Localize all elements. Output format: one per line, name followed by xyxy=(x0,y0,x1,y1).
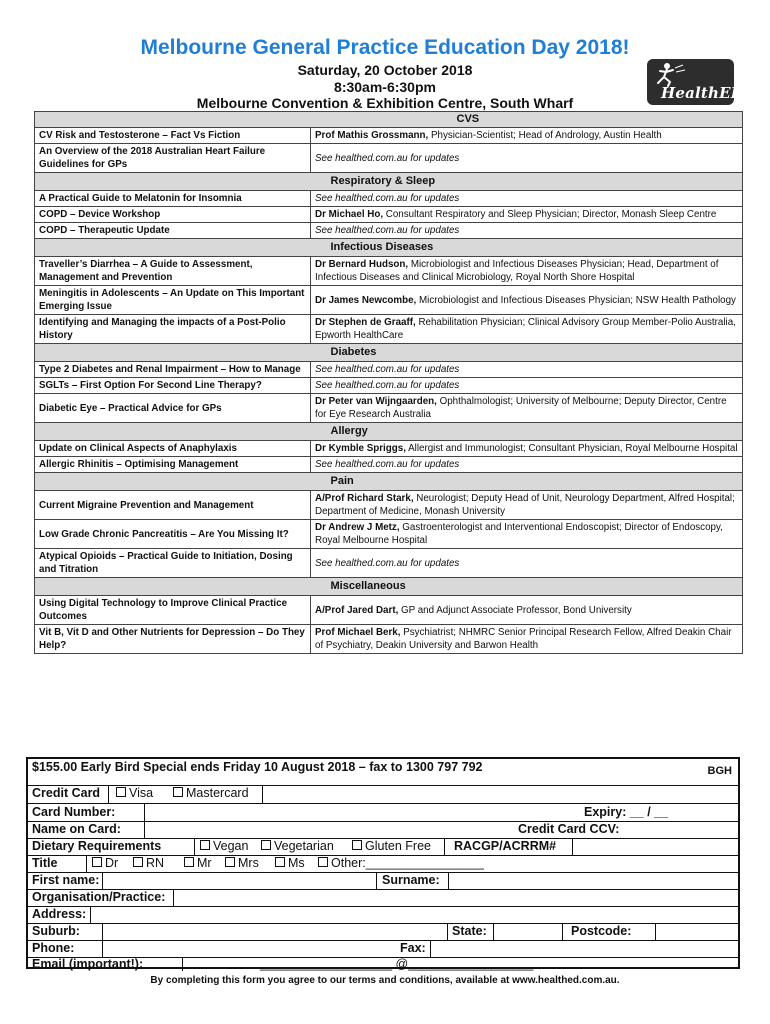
session-row xyxy=(35,378,743,394)
rn-checkbox[interactable] xyxy=(133,857,143,867)
session-row xyxy=(35,596,743,625)
speaker-detail: Physician-Scientist; Head of Andrology, Austin Health xyxy=(428,130,662,141)
healthed-logo xyxy=(647,59,745,105)
section-header-spacer xyxy=(35,473,311,491)
speaker-detail: Neurologist; Deputy Head of Unit, Neurology Department, Alfred Hospital; Department of Medicine, Monash University xyxy=(315,493,735,517)
session-topic: A Practical Guide to Melatonin for Insomnia xyxy=(35,191,311,207)
vegetarian-option[interactable]: Vegetarian xyxy=(257,838,334,855)
event-date: Saturday, 20 October 2018 xyxy=(297,62,473,78)
email-blank[interactable]: ___________________ @__________________ xyxy=(260,957,534,971)
speaker-detail: GP and Adjunct Associate Professor, Bond University xyxy=(398,604,632,616)
speaker-name: Dr Andrew J Metz, xyxy=(315,522,400,533)
speaker-name: Dr Peter van Wijngaarden, xyxy=(315,396,437,407)
mastercard-option[interactable]: Mastercard xyxy=(169,785,249,802)
section-header-spacer xyxy=(35,344,311,362)
session-topic: Diabetic Eye – Practical Advice for GPs xyxy=(35,394,311,423)
address-label: Address: xyxy=(32,907,87,921)
session-row xyxy=(35,394,743,423)
name-on-card-label: Name on Card: xyxy=(32,822,121,836)
session-speaker xyxy=(311,457,743,473)
update-note: See healthed.com.au for updates xyxy=(315,380,460,391)
session-speaker xyxy=(311,378,743,394)
speaker-name: Dr Michael Ho, xyxy=(315,209,384,220)
section-header-spacer xyxy=(35,173,311,191)
session-topic: Type 2 Diabetes and Renal Impairment – How to Manage xyxy=(35,362,311,378)
speaker-name: Dr Stephen de Graaff, xyxy=(315,317,416,328)
logo-wordmark: HealthED xyxy=(661,84,745,102)
organisation-label: Organisation/Practice: xyxy=(32,890,166,904)
session-topic: COPD – Therapeutic Update xyxy=(35,223,311,239)
update-note: See healthed.com.au for updates xyxy=(315,459,460,470)
update-note: See healthed.com.au for updates xyxy=(315,364,460,375)
terms-footer: By completing this form you agree to our terms and conditions, available at www.healthed.com.au. xyxy=(150,975,620,986)
session-row xyxy=(35,491,743,520)
session-row xyxy=(35,441,743,457)
session-row xyxy=(35,223,743,239)
section-header: Allergy xyxy=(311,423,743,441)
session-speaker xyxy=(311,549,743,578)
runner-icon xyxy=(653,62,693,86)
speaker-detail: Microbiologist and Infectious Diseases Physician; NSW Health Pathology xyxy=(416,294,736,306)
gluten-free-checkbox[interactable] xyxy=(352,840,362,850)
early-bird-offer: $155.00 Early Bird Special ends Friday 10 August 2018 – fax to 1300 797 792 xyxy=(32,760,483,774)
section-header-spacer xyxy=(35,423,311,441)
fax-label: Fax: xyxy=(400,941,426,955)
session-speaker xyxy=(311,362,743,378)
session-row xyxy=(35,128,743,144)
other-checkbox[interactable] xyxy=(318,857,328,867)
mr-option[interactable]: Mr xyxy=(180,855,212,872)
phone-label: Phone: xyxy=(32,941,75,955)
section-header: Pain xyxy=(311,473,743,491)
session-topic: Low Grade Chronic Pancreatitis – Are You Missing It? xyxy=(35,520,311,549)
session-speaker xyxy=(311,441,743,457)
speaker-name: A/Prof Jared Dart, xyxy=(315,604,399,616)
session-speaker xyxy=(311,491,743,520)
session-row xyxy=(35,257,743,286)
speaker-detail: Rehabilitation Physician; Clinical Advisory Group Member-Polio Australia, Epworth HealthCare xyxy=(315,317,736,341)
session-row xyxy=(35,362,743,378)
event-time: 8:30am-6:30pm xyxy=(334,79,436,95)
visa-option[interactable]: Visa xyxy=(112,785,153,802)
session-row xyxy=(35,315,743,344)
dr-checkbox[interactable] xyxy=(92,857,102,867)
speaker-name: Dr Bernard Hudson, xyxy=(315,259,409,270)
session-speaker xyxy=(311,144,743,173)
ccv-label[interactable]: Credit Card CCV: xyxy=(518,822,620,836)
session-topic: Atypical Opioids – Practical Guide to Initiation, Dosing and Titration xyxy=(35,549,311,578)
speaker-name: Prof Michael Berk, xyxy=(315,627,401,638)
visa-checkbox[interactable] xyxy=(116,787,126,797)
card-number-label: Card Number: xyxy=(32,805,116,819)
section-header: Infectious Diseases xyxy=(311,239,743,257)
section-header-spacer xyxy=(35,578,311,596)
session-row xyxy=(35,286,743,315)
session-speaker xyxy=(311,223,743,239)
update-note: See healthed.com.au for updates xyxy=(315,193,460,204)
session-speaker xyxy=(311,286,743,315)
section-header: Miscellaneous xyxy=(311,578,743,596)
mrs-option[interactable]: Mrs xyxy=(221,855,259,872)
session-topic: Allergic Rhinitis – Optimising Management xyxy=(35,457,311,473)
session-topic: SGLTs – First Option For Second Line Therapy? xyxy=(35,378,311,394)
title-label: Title xyxy=(32,856,58,870)
session-speaker xyxy=(311,191,743,207)
update-note: See healthed.com.au for updates xyxy=(315,557,460,569)
vegan-checkbox[interactable] xyxy=(200,840,210,850)
speaker-name: A/Prof Richard Stark, xyxy=(315,493,414,504)
speaker-detail: Gastroenterologist and Interventional Endoscopist; Director of Endoscopy, Royal Melbourne Hospital xyxy=(315,522,723,546)
session-row xyxy=(35,625,743,654)
state-label: State: xyxy=(452,924,487,938)
event-venue: Melbourne Convention & Exhibition Centre, South Wharf xyxy=(196,95,574,111)
speaker-name: Dr Kymble Spriggs, xyxy=(315,443,406,454)
speaker-detail: Microbiologist and Infectious Diseases Physician; Head, Department of Infectious Diseases and Clinical Microbiology, Royal North Shore Hospital xyxy=(315,259,719,283)
vegetarian-checkbox[interactable] xyxy=(261,840,271,850)
session-topic: Meningitis in Adolescents – An Update on This Important Emerging Issue xyxy=(35,286,311,315)
speaker-detail: Psychiatrist; NHMRC Senior Principal Research Fellow, Alfred Deakin Chair of Psychiatry, Deakin University and Barwon Health xyxy=(315,627,732,651)
page-title: Melbourne General Practice Education Day 2018! xyxy=(140,36,630,59)
session-row xyxy=(35,549,743,578)
session-speaker xyxy=(311,207,743,223)
session-row xyxy=(35,457,743,473)
speaker-name: Dr James Newcombe, xyxy=(315,294,417,306)
section-header: Diabetes xyxy=(311,344,743,362)
form-code: BGH xyxy=(707,765,732,777)
first-name-label: First name: xyxy=(32,873,100,887)
mrs-checkbox[interactable] xyxy=(225,857,235,867)
postcode-label: Postcode: xyxy=(571,924,632,938)
session-topic: CV Risk and Testosterone – Fact Vs Fiction xyxy=(35,128,311,144)
ms-option[interactable]: Ms xyxy=(271,855,305,872)
suburb-label: Suburb: xyxy=(32,924,80,938)
session-speaker xyxy=(311,520,743,549)
registration-form xyxy=(26,757,740,969)
email-label: Email (important!): xyxy=(32,957,144,971)
session-speaker xyxy=(311,394,743,423)
rn-option[interactable]: RN xyxy=(129,855,164,872)
dr-option[interactable]: Dr xyxy=(88,855,118,872)
session-speaker xyxy=(311,128,743,144)
session-topic: Vit B, Vit D and Other Nutrients for Depression – Do They Help? xyxy=(35,625,311,654)
section-header-spacer xyxy=(35,112,311,128)
dietary-label: Dietary Requirements xyxy=(32,839,162,853)
credit-card-label: Credit Card xyxy=(32,786,101,800)
session-speaker xyxy=(311,315,743,344)
update-note: See healthed.com.au for updates xyxy=(315,152,460,164)
other-option[interactable]: Other:_________________ xyxy=(314,855,484,872)
section-header: CVS xyxy=(311,112,743,128)
expiry-label[interactable]: Expiry: __ / __ xyxy=(584,805,669,819)
section-header-spacer xyxy=(35,239,311,257)
session-topic: Update on Clinical Aspects of Anaphylaxis xyxy=(35,441,311,457)
speaker-detail: Allergist and Immunologist; Consultant Physician, Royal Melbourne Hospital xyxy=(405,443,738,454)
session-topic: Current Migraine Prevention and Management xyxy=(35,491,311,520)
update-note: See healthed.com.au for updates xyxy=(315,225,460,236)
racgp-label: RACGP/ACRRM# xyxy=(454,839,557,853)
surname-label: Surname: xyxy=(382,873,440,887)
session-topic: An Overview of the 2018 Australian Heart Failure Guidelines for GPs xyxy=(35,144,311,173)
session-row xyxy=(35,520,743,549)
mastercard-checkbox[interactable] xyxy=(173,787,183,797)
vegan-option[interactable]: Vegan xyxy=(196,838,248,855)
session-topic: Traveller’s Diarrhea – A Guide to Assessment, Management and Prevention xyxy=(35,257,311,286)
program-table xyxy=(34,111,743,654)
session-topic: Using Digital Technology to Improve Clinical Practice Outcomes xyxy=(35,596,311,625)
session-row xyxy=(35,207,743,223)
mr-checkbox[interactable] xyxy=(184,857,194,867)
session-topic: COPD – Device Workshop xyxy=(35,207,311,223)
speaker-name: Prof Mathis Grossmann, xyxy=(315,130,429,141)
speaker-detail: Consultant Respiratory and Sleep Physician; Director, Monash Sleep Centre xyxy=(383,209,717,220)
section-header: Respiratory & Sleep xyxy=(311,173,743,191)
session-row xyxy=(35,144,743,173)
session-row xyxy=(35,191,743,207)
session-speaker xyxy=(311,596,743,625)
speaker-detail: Ophthalmologist; University of Melbourne; Deputy Director, Centre for Eye Research Australia xyxy=(315,396,727,420)
session-speaker xyxy=(311,257,743,286)
gluten-free-option[interactable]: Gluten Free xyxy=(348,838,431,855)
session-topic: Identifying and Managing the impacts of a Post-Polio History xyxy=(35,315,311,344)
ms-checkbox[interactable] xyxy=(275,857,285,867)
session-speaker xyxy=(311,625,743,654)
